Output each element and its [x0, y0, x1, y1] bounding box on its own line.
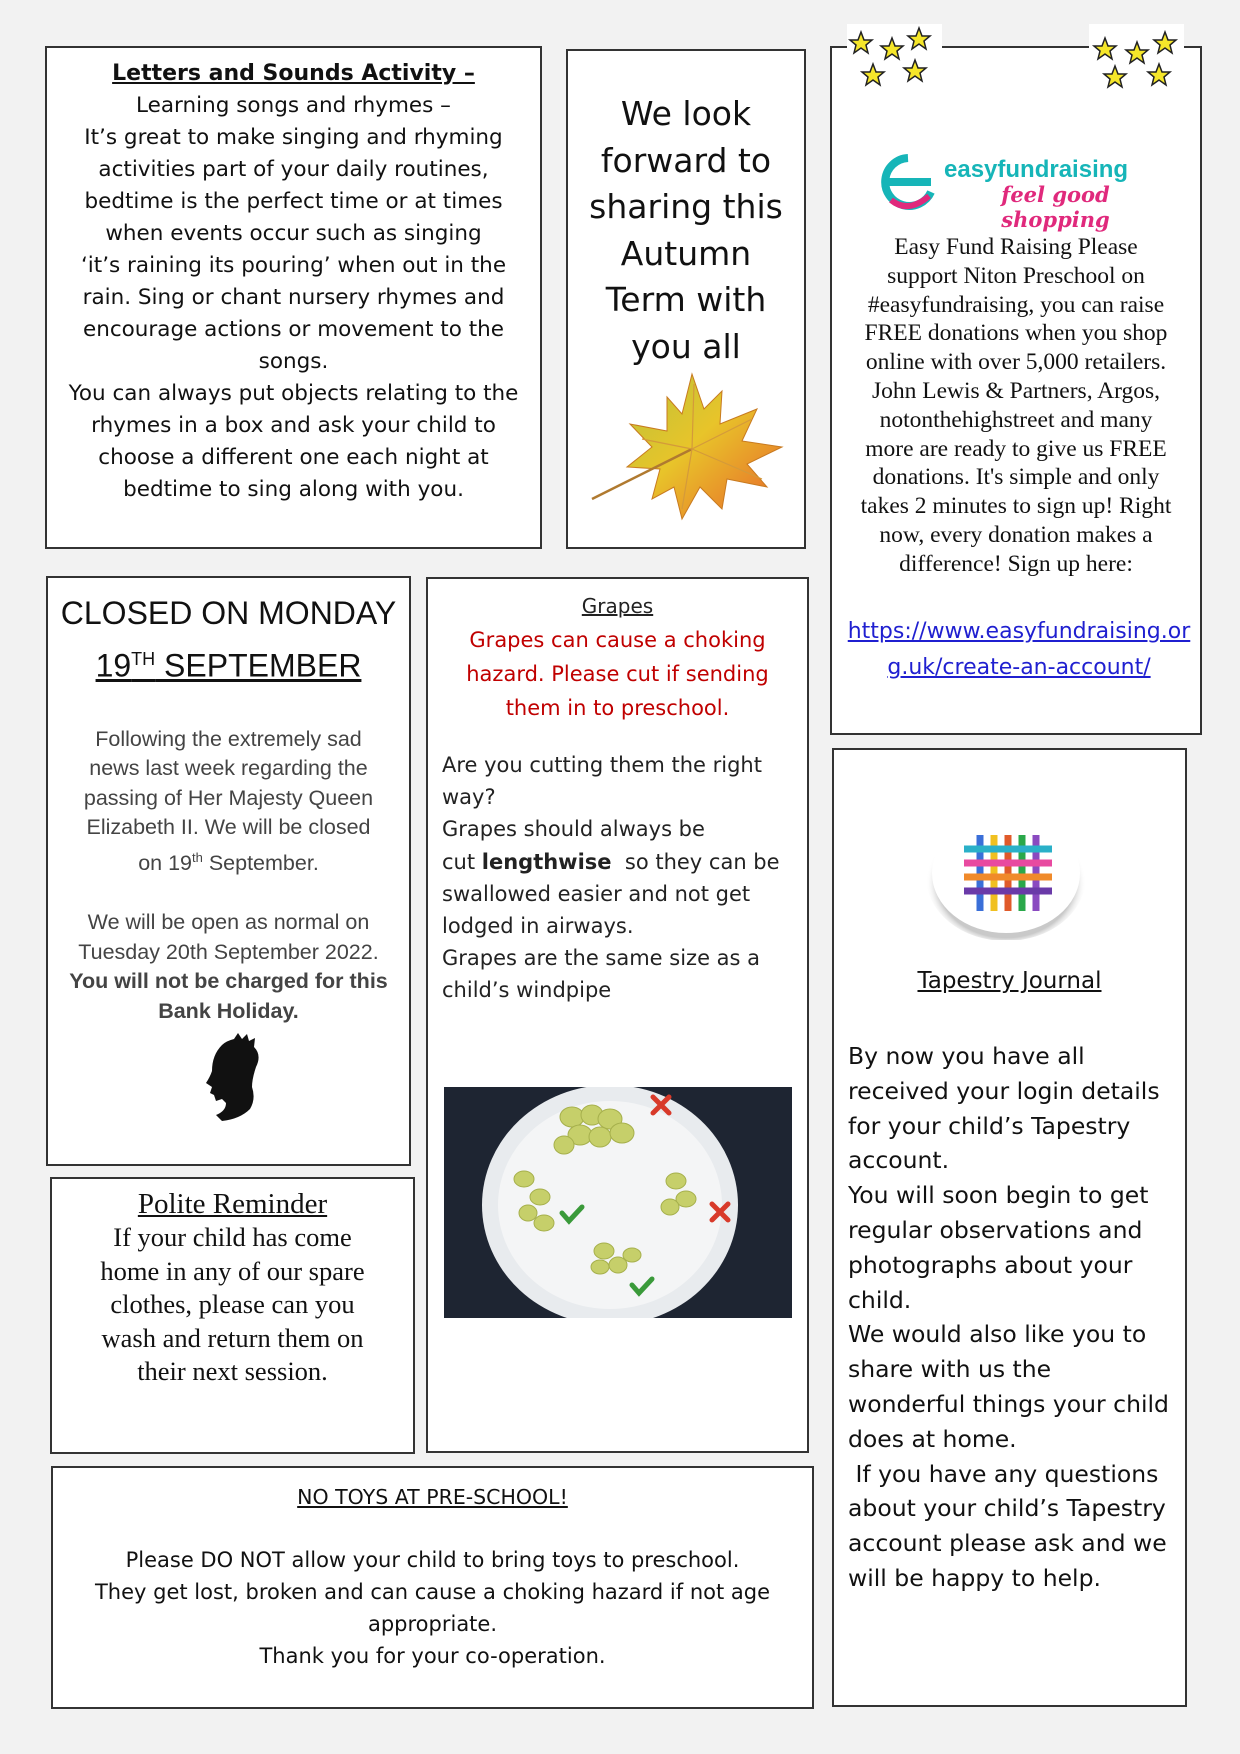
text-line: We would also like you to — [848, 1320, 1147, 1349]
text-line: Grapes can cause a choking — [469, 628, 766, 652]
text-line: bedtime to sing along with you. — [123, 477, 464, 502]
text-line: By now you have all — [848, 1042, 1085, 1070]
letters-sounds-title: Letters and Sounds Activity – — [112, 61, 475, 86]
text-line: takes 2 minutes to sign up! Right — [860, 493, 1172, 520]
text-line: Autumn — [620, 233, 752, 273]
autumn-leaf-icon — [582, 369, 794, 529]
text-line: does at home. — [848, 1424, 1017, 1453]
text-line: Thank you for your co-operation. — [259, 1644, 606, 1668]
look-forward-text — [578, 91, 794, 370]
text-line: now, every donation makes a — [879, 521, 1153, 548]
text-line: choose a different one each night at — [98, 445, 489, 470]
link-line[interactable]: g.uk/create-an-account/ — [887, 655, 1151, 680]
easyfundraising-box — [830, 46, 1202, 735]
text-line: hazard. Please cut if sending — [466, 662, 769, 686]
text-line: wonderful things your child — [848, 1389, 1169, 1418]
text-line: share with us the — [848, 1355, 1052, 1384]
text-line: Elizabeth II. We will be closed — [86, 815, 371, 840]
easyfundraising-name: easyfundraising — [944, 156, 1129, 183]
text-line: FREE donations when you shop — [864, 320, 1168, 347]
no-toys-body — [73, 1544, 792, 1672]
text-line: you all — [631, 326, 741, 366]
spacer — [58, 878, 399, 908]
queen-silhouette-icon — [200, 1033, 262, 1121]
text-line: songs. — [258, 349, 329, 374]
stars-icon — [847, 24, 942, 96]
text-span: so they can be — [611, 849, 780, 874]
text-line: We look — [620, 94, 752, 133]
date-number: 19 — [95, 647, 132, 684]
tapestry-title: Tapestry Journal — [917, 968, 1102, 994]
text-line: account. — [848, 1146, 950, 1175]
text-line: way? — [442, 785, 496, 810]
grapes-plate-photo — [444, 1087, 792, 1318]
text-line: support Niton Preschool on — [887, 262, 1145, 289]
text-line: You will not be charged for this — [69, 969, 388, 994]
text-line: Following the extremely sad — [95, 726, 362, 751]
text-line: rain. Sing or chant nursery rhymes and — [82, 285, 505, 310]
text-line: for your child’s Tapestry — [848, 1111, 1131, 1140]
emphasis-text: lengthwise — [481, 849, 612, 874]
text-line: account please ask and we — [848, 1529, 1167, 1558]
text-line: regular observations and — [848, 1215, 1143, 1244]
text-line: news last week regarding the — [89, 756, 368, 781]
text-span: cut — [442, 849, 482, 874]
closed-title-line: CLOSED ON MONDAY — [60, 595, 397, 631]
tapestry-body — [848, 1039, 1175, 1596]
text-line: Are you cutting them the right — [442, 753, 762, 777]
text-line: difference! Sign up here: — [899, 550, 1133, 577]
text-line: rhymes in a box and ask your child to — [91, 413, 496, 438]
look-forward-box — [566, 49, 806, 549]
polite-reminder-title: Polite Reminder — [137, 1188, 328, 1220]
text-line: You can always put objects relating to the — [68, 381, 519, 406]
text-line: will be happy to help. — [848, 1563, 1101, 1592]
text-line: donations. It's simple and only — [872, 464, 1160, 491]
closed-title-date — [58, 636, 399, 689]
text-line: You will soon begin to get — [848, 1181, 1149, 1210]
text-line: If your child has come — [113, 1222, 352, 1252]
text-line: Grapes should always be — [442, 817, 705, 842]
easyfundraising-logo — [877, 148, 1167, 232]
text-line: If you have any questions — [848, 1459, 1159, 1488]
text-line: online with over 5,000 retailers. — [865, 349, 1167, 376]
text-sup: th — [192, 849, 203, 865]
text-span: September. — [202, 850, 319, 875]
text-line: child. — [848, 1285, 912, 1314]
grapes-warning — [442, 623, 793, 725]
letters-sounds-body — [65, 90, 522, 506]
text-line: Tuesday 20th September 2022. — [78, 939, 379, 964]
text-line: Bank Holiday. — [158, 998, 299, 1023]
text-line: about your child’s Tapestry — [848, 1494, 1166, 1523]
text-line: them in to preschool. — [505, 696, 730, 720]
text-line: John Lewis & Partners, Argos, — [871, 377, 1161, 404]
text-line: ‘it’s raining its pouring’ when out in the — [80, 253, 507, 278]
text-line: They get lost, broken and can cause a choking hazard if not age — [94, 1580, 771, 1604]
text-line: lodged in airways. — [442, 914, 634, 939]
text-line: #easyfundraising, you can raise — [867, 291, 1165, 318]
easyfundraising-e-icon — [877, 152, 939, 214]
closed-body — [58, 725, 399, 1027]
text-line: It’s great to make singing and rhyming — [84, 125, 503, 150]
text-line: received your login details — [848, 1076, 1160, 1105]
grapes-title: Grapes — [581, 594, 654, 618]
signup-link[interactable] — [838, 614, 1200, 686]
text-line: Easy Fund Raising Please — [894, 234, 1138, 260]
text-line: appropriate. — [367, 1612, 498, 1636]
tapestry-box — [832, 748, 1187, 1707]
easyfundraising-body — [838, 233, 1194, 579]
polite-reminder-body — [62, 1221, 403, 1389]
grapes-box — [426, 577, 809, 1453]
text-line: home in any of our spare — [100, 1255, 365, 1286]
grapes-body — [442, 749, 793, 1007]
date-month: SEPTEMBER — [155, 647, 362, 684]
link-line[interactable]: https://www.easyfundraising.or — [847, 619, 1191, 644]
text-line: We will be open as normal on — [87, 910, 370, 935]
text-line: activities part of your daily routines, — [98, 157, 489, 182]
closed-notice-box — [46, 576, 411, 1166]
text-line: Term with — [605, 280, 767, 319]
no-toys-box — [51, 1466, 814, 1709]
text-line: when events occur such as singing — [105, 221, 482, 246]
text-line: forward to — [600, 140, 772, 180]
text-line: Please DO NOT allow your child to bring toys to preschool. — [125, 1548, 740, 1572]
easyfundraising-tagline: feel good shopping — [1001, 182, 1110, 232]
text-line: Grapes are the same size as a — [442, 946, 761, 971]
text-span: on 19 — [138, 850, 193, 875]
text-line: child’s windpipe — [442, 978, 612, 1003]
text-line: more are ready to give us FREE — [865, 435, 1167, 462]
letters-sounds-box — [45, 46, 542, 549]
text-line: passing of Her Majesty Queen — [83, 785, 374, 810]
stars-icon — [1089, 24, 1184, 96]
text-line: notonthehighstreet and many — [879, 406, 1153, 433]
closed-title — [58, 590, 399, 689]
polite-reminder-box — [50, 1177, 415, 1454]
text-line: sharing this — [589, 187, 783, 226]
text-line — [442, 846, 793, 878]
date-suffix: TH — [131, 649, 156, 669]
text-line: bedtime is the perfect time or at times — [84, 189, 503, 214]
tapestry-logo-icon — [918, 805, 1094, 940]
text-line: encourage actions or movement to the — [82, 317, 505, 342]
text-line: their next session. — [137, 1356, 328, 1386]
text-line: swallowed easier and not get — [442, 881, 751, 906]
text-line: wash and return them on — [101, 1322, 364, 1353]
text-line: photographs about your — [848, 1250, 1133, 1279]
no-toys-title: NO TOYS AT PRE-SCHOOL! — [297, 1485, 568, 1509]
text-line: clothes, please can you — [110, 1289, 355, 1319]
text-line — [58, 843, 399, 879]
text-line: Learning songs and rhymes – — [136, 93, 451, 118]
